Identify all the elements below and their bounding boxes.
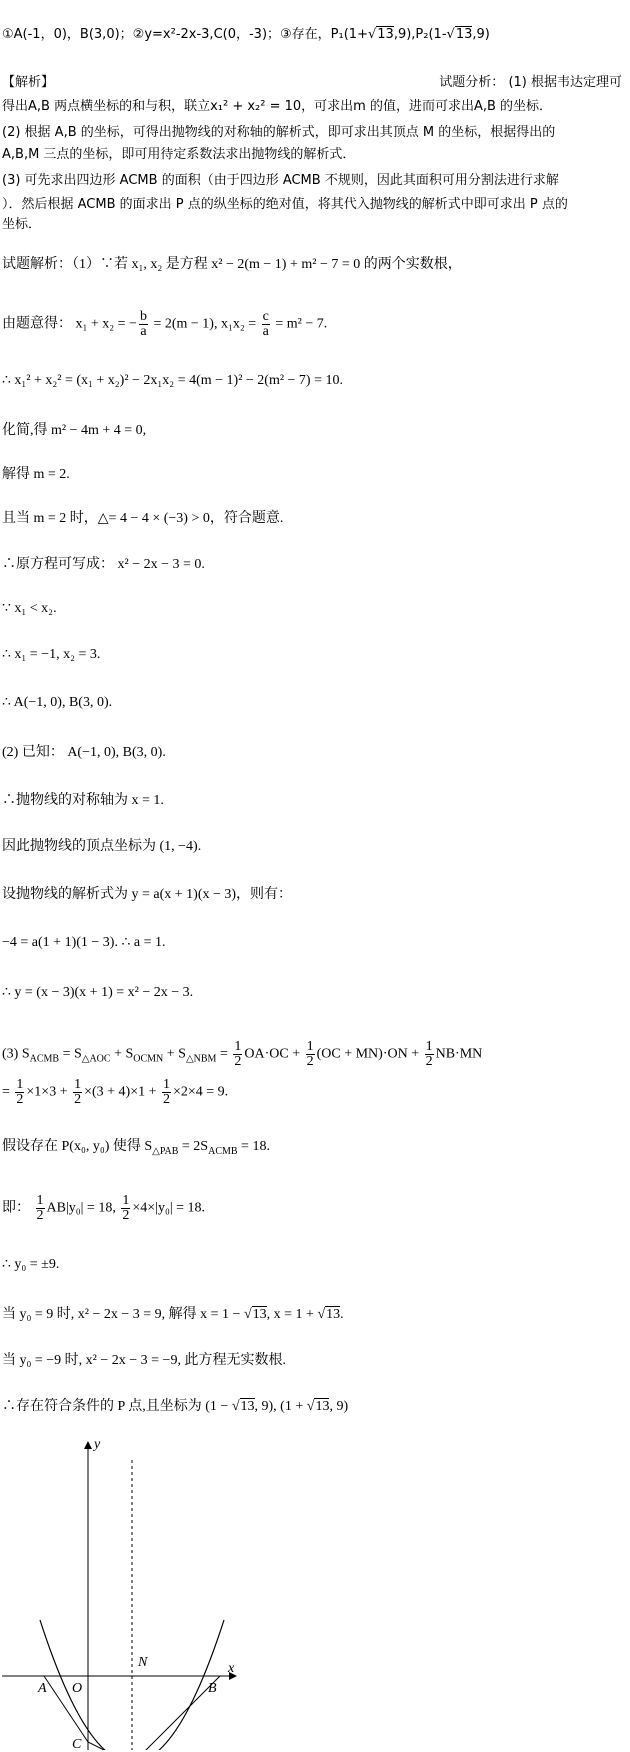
s22-root-1: 13 (252, 1307, 267, 1322)
solution-line-19 (2, 1138, 270, 1161)
solution-line-2 (2, 310, 327, 339)
p2-root: 13 (455, 27, 473, 42)
s24-prefix: ∴存在符合条件的 P 点,且坐标为 (1 − (2, 1399, 232, 1414)
solution-line-14: 设抛物线的解析式为 y = a(x + 1)(x − 3)，则有： (2, 887, 293, 902)
analysis-p2-a: (2) 根据 A,B 的坐标，可得出抛物线的对称轴的解析式，即可求出其顶点 M 的坐标，根据得出的 (2, 125, 556, 140)
s22-mid: , x = 1 + (266, 1307, 318, 1322)
sqrt-sign: √ (367, 27, 377, 42)
analysis-p1-b: 得出A,B 两点横坐标的和与积，联立x₁² + x₂² = 10，可求出m 的值，进而可求出A,B 的坐标． (2, 99, 553, 114)
frac-den: a (140, 324, 147, 339)
s17-sub-aoc: △AOC (81, 1053, 111, 1065)
frac-den: a (262, 324, 269, 339)
analysis-p3-c: 坐标． (2, 217, 42, 232)
analysis-label: 试题分析： (439, 75, 505, 90)
s19-suffix: = 2S (178, 1139, 209, 1154)
label-c: C (72, 1737, 82, 1750)
solution-line-4: 化简,得 m² − 4m + 4 = 0, (2, 423, 147, 438)
s24-mid: , 9), (1 + (254, 1399, 307, 1414)
frac-num: 1 (306, 1039, 314, 1054)
frac-num: 1 (36, 1193, 44, 1208)
s24-end: , 9) (329, 1399, 349, 1414)
s17-mid: + S (110, 1046, 134, 1062)
answer-part-3: ③存在，P₁(1+ (280, 27, 368, 42)
fraction-half (15, 1078, 24, 1107)
solution-line-15: −4 = a(1 + 1)(1 − 3). ∴ a = 1. (2, 935, 166, 950)
frac-den: 2 (163, 1092, 170, 1107)
solution-line-16: ∴ y = (x − 3)(x + 1) = x² − 2x − 3. (2, 985, 194, 1000)
fraction-c-over-a (262, 310, 270, 339)
label-b: B (208, 1681, 217, 1696)
frac-num: 1 (425, 1039, 433, 1054)
answer-p1-suffix: ,9),P₂(1- (393, 27, 447, 42)
solution-line-7: ∴原方程可写成： x² − 2x − 3 = 0. (2, 557, 205, 572)
analysis-right (439, 74, 622, 92)
solution-line-22 (2, 1306, 344, 1324)
answer-part-2: ②y=x²-2x-3,C(0，-3)； (132, 27, 281, 42)
frac-num: b (139, 309, 147, 324)
solution-line-10: ∴ A(−1, 0), B(3, 0). (2, 695, 113, 710)
s17-sub-ocmn: OCMN (133, 1053, 164, 1065)
parabola-figure (0, 1430, 630, 1750)
solution-line-23: 当 y₀ = −9 时, x² − 2x − 3 = −9, 此方程无实数根. (2, 1353, 286, 1368)
p1-root: 13 (377, 27, 394, 42)
fraction-half (73, 1078, 82, 1107)
solution-line-6: 且当 m = 2 时，△= 4 − 4 × (−3) > 0，符合题意. (2, 511, 284, 526)
s17-prefix: (3) S (2, 1046, 30, 1062)
sqrt-sign: √ (306, 1399, 315, 1414)
solution-line-5: 解得 m = 2. (2, 467, 70, 482)
s20-term-2: ×4×|y₀| = 18. (132, 1200, 206, 1216)
solution-line-11: (2) 已知： A(−1, 0), B(3, 0). (2, 745, 166, 760)
fraction-half (233, 1040, 242, 1069)
s17-term-2: (OC + MN)·ON + (316, 1046, 423, 1062)
s22-end: . (340, 1307, 344, 1322)
s2-suffix: = m² − 7. (271, 316, 328, 332)
s2-mid: = 2(m − 1), x₁x₂ = (149, 316, 260, 332)
s20-prefix: 即： (2, 1200, 34, 1216)
fraction-half (306, 1040, 315, 1069)
frac-num: 1 (74, 1077, 82, 1092)
fraction-half (36, 1194, 45, 1223)
frac-num: 1 (163, 1077, 170, 1092)
solution-line-9: ∴ x₁ = −1, x₂ = 3. (2, 647, 101, 662)
s18-term-1: ×1×3 + (26, 1084, 72, 1100)
s17-term-1: OA·OC + (244, 1046, 304, 1062)
s17-term-3: NB·MN (435, 1046, 483, 1062)
answer-p2-suffix: ,9) (472, 27, 490, 42)
s18-term-2: ×(3 + 4)×1 + (84, 1084, 160, 1100)
sqrt-sign: √ (317, 1307, 326, 1322)
solution-line-20 (2, 1194, 205, 1223)
solution-line-1: 试题解析：（1）∵若 x₁, x₂ 是方程 x² − 2(m − 1) + m² − 7 = 0 的两个实数根， (2, 257, 462, 272)
frac-num: 1 (234, 1039, 242, 1054)
s18-term-3: ×2×4 = 9. (173, 1084, 229, 1100)
x-axis-label: x (228, 1661, 235, 1676)
solution-line-17 (2, 1040, 482, 1069)
s19-prefix: 假设存在 P(x₀, y₀) 使得 S (2, 1139, 153, 1154)
fraction-half (162, 1078, 171, 1107)
label-o: O (72, 1681, 83, 1696)
solution-line-13: 因此抛物线的顶点坐标为 (1, −4). (2, 839, 202, 854)
frac-den: 2 (425, 1054, 433, 1069)
solution-line-3: ∴ x₁² + x₂² = (x₁ + x₂)² − 2x₁x₂ = 4(m − 1)² − 2(m² − 7) = 10. (2, 373, 343, 388)
s17-mid: + S (163, 1046, 186, 1062)
s24-root-2: 13 (315, 1399, 330, 1414)
s17-sub-nbm: △NBM (185, 1053, 217, 1065)
solution-line-12: ∴抛物线的对称轴为 x = 1. (2, 793, 164, 808)
solution-line-8: ∵ x₁ < x₂. (2, 601, 57, 616)
answer-part-1: ①A(-1，0)，B(3,0)； (2, 27, 133, 42)
frac-den: 2 (234, 1054, 242, 1069)
solution-line-21: ∴ y₀ = ±9. (2, 1257, 60, 1272)
sqrt-sign: √ (231, 1399, 240, 1414)
frac-num: 1 (16, 1077, 24, 1092)
analysis-p3-b: ）．然后根据 ACMB 的面求出 P 点的纵坐标的绝对值，将其代入抛物线的解析式中即可求出 P 点的 (2, 197, 568, 212)
analysis-p1-a: (1) 根据韦达定理可 (508, 75, 622, 90)
s24-root-1: 13 (240, 1399, 255, 1414)
solution-line-18 (2, 1078, 228, 1107)
frac-den: 2 (306, 1054, 314, 1069)
s19-sub-acmb: ACMB (208, 1145, 238, 1157)
s19-end: = 18. (237, 1139, 270, 1154)
s22-prefix: 当 y₀ = 9 时, x² − 2x − 3 = 9, 解得 x = 1 − (2, 1307, 244, 1322)
answer-line (2, 26, 490, 44)
frac-num: 1 (122, 1193, 130, 1208)
frac-den: 2 (122, 1208, 130, 1223)
frac-num: c (262, 309, 269, 324)
frac-den: 2 (16, 1092, 24, 1107)
frac-den: 2 (74, 1092, 82, 1107)
solution-line-24 (2, 1398, 348, 1416)
s2-prefix: 由题意得： x₁ + x₂ = − (2, 316, 137, 332)
s19-sub-pab: △PAB (152, 1145, 179, 1157)
analysis-p2-b: A,B,M 三点的坐标，即可用待定系数法求出抛物线的解析式． (2, 147, 356, 162)
s17-sub-acmb: ACMB (29, 1053, 60, 1065)
y-axis-label: y (94, 1437, 101, 1452)
analysis-header: 【解析】 (2, 75, 55, 90)
label-n: N (138, 1655, 148, 1670)
label-a: A (38, 1681, 47, 1696)
fraction-half (121, 1194, 130, 1223)
s17-eq: = (216, 1046, 232, 1062)
s17-mid: = S (59, 1046, 82, 1062)
s22-root-2: 13 (326, 1307, 341, 1322)
fraction-half (425, 1040, 434, 1069)
frac-den: 2 (36, 1208, 44, 1223)
fraction-b-over-a (139, 310, 148, 339)
analysis-p3-a: (3) 可先求出四边形 ACMB 的面积（由于四边形 ACMB 不规则，因此其面积可用分割法进行求解 (2, 173, 559, 188)
sqrt-sign: √ (446, 27, 455, 42)
s20-term-1: AB|y₀| = 18, (46, 1200, 120, 1216)
s18-prefix: = (2, 1084, 14, 1100)
sqrt-sign: √ (243, 1307, 252, 1322)
